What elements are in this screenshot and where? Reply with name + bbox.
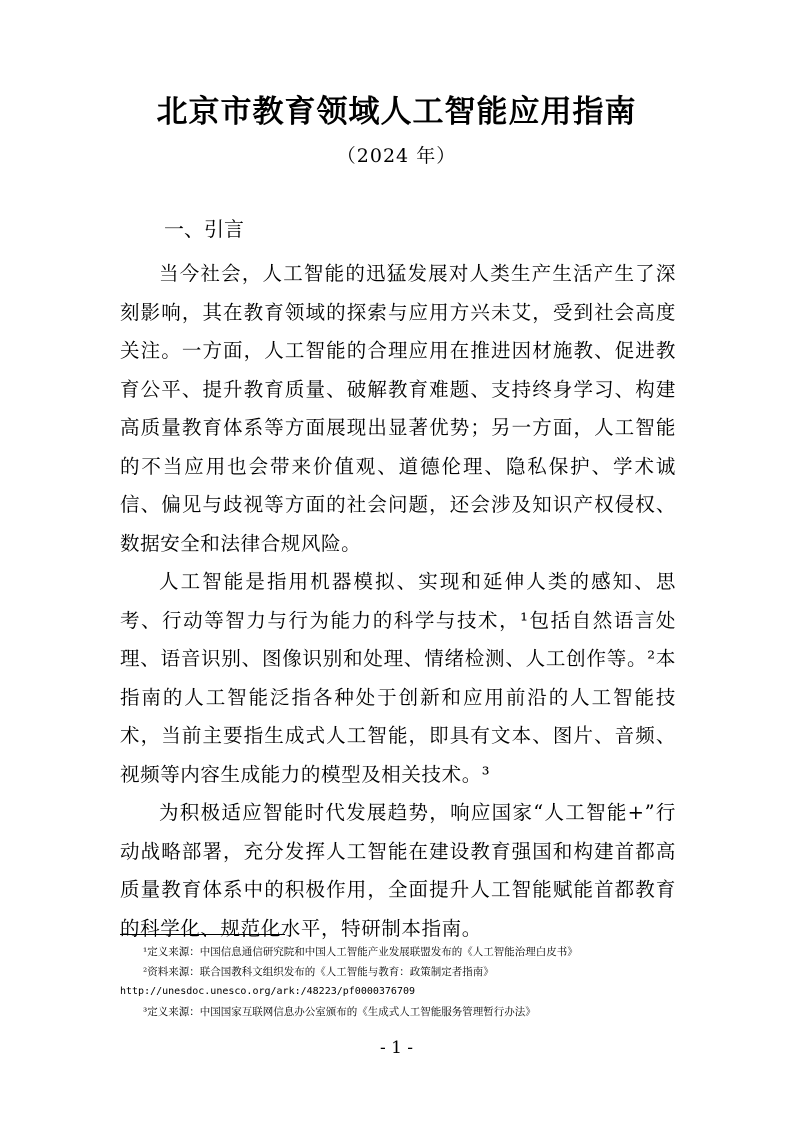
footnotes — [120, 942, 680, 1022]
paragraph: 当今社会，人工智能的迅猛发展对人类生产生活产生了深刻影响，其在教育领域的探索与应用方兴未艾，受到社会高度关注。一方面，人工智能的合理应用在推进因材施教、促进教育公平、提升教育质量、破解教育难题、支持终身学习、构建高质量教育体系等方面展现出显著优势；另一方面，人工智能的不当应用也会带来价值观、道德伦理、隐私保护、学术诚信、偏见与歧视等方面的社会问题，还会涉及知识产权侵权、数据安全和法律合规风险。 — [120, 262, 676, 555]
paragraph: 为积极适应智能时代发展趋势，响应国家“人工智能+”行动战略部署，充分发挥人工智能在建设教育强国和构建首都高质量教育体系中的积极作用，全面提升人工智能赋能首都教育的科学化、规范化水平，特研制本指南。 — [120, 801, 676, 940]
document-title: 北京市教育领域人工智能应用指南 — [156, 94, 637, 130]
page-number: - 1 - — [379, 1038, 414, 1058]
footnote: ²资料来源：联合国教科文组织发布的《人工智能与教育：政策制定者指南》 — [143, 966, 494, 978]
section-heading: 一、引言 — [164, 217, 244, 241]
body-text — [120, 255, 676, 948]
footnote: ¹定义来源：中国信息通信研究院和中国人工智能产业发展联盟发布的《人工智能治理白皮书》 — [143, 946, 578, 958]
footnote-divider — [120, 934, 285, 935]
footnote: ³定义来源：中国国家互联网信息办公室颁布的《生成式人工智能服务管理暂行办法》 — [143, 1006, 536, 1018]
paragraph: 人工智能是指用机器模拟、实现和延伸人类的感知、思考、行动等智力与行为能力的科学与技术，¹包括自然语言处理、语音识别、图像识别和处理、情绪检测、人工创作等。²本指南的人工智能泛指各种处于创新和应用前沿的人工智能技术，当前主要指生成式人工智能，即具有文本、图片、音频、视频等内容生成能力的模型及相关技术。³ — [120, 570, 676, 786]
document-subtitle: （2024 年） — [336, 145, 457, 167]
footnote-url[interactable]: http://unesdoc.unesco.org/ark:/48223/pf0000376709 — [120, 986, 416, 997]
